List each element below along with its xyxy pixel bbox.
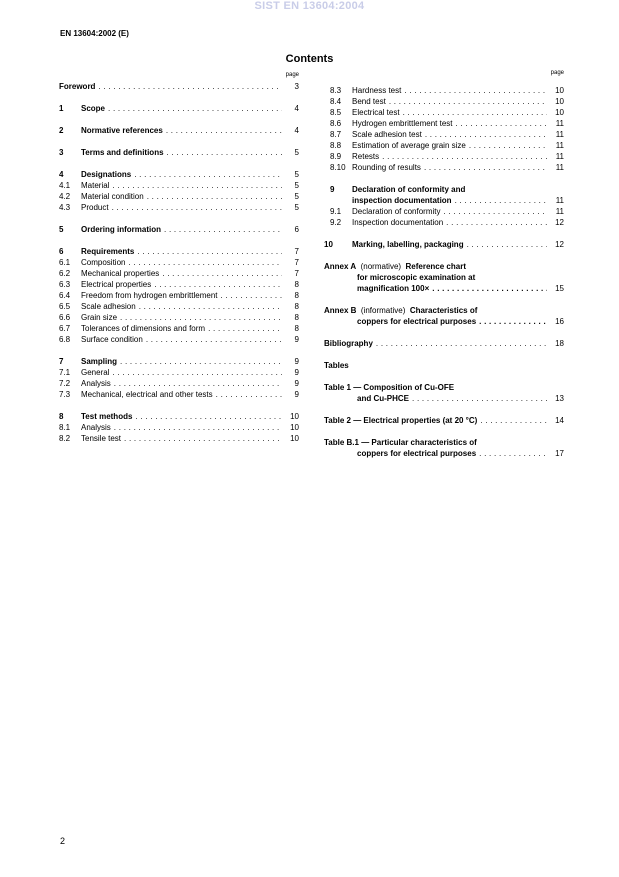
toc-title: Grain size (81, 313, 118, 322)
toc-page: 11 (555, 163, 564, 172)
page-column-label: page (285, 72, 299, 78)
leader-dots (128, 257, 282, 268)
annex-title-line1: Reference chart (405, 262, 466, 271)
toc-page: 13 (555, 394, 564, 403)
toc-entry-8-2[interactable] (59, 433, 299, 444)
toc-title: Surface condition (81, 335, 143, 344)
toc-title: Retests (352, 152, 380, 161)
toc-entry-10[interactable] (324, 239, 564, 250)
toc-page: 3 (294, 82, 299, 91)
toc-number: 8 (59, 412, 64, 421)
toc-page: 4 (294, 104, 299, 113)
toc-entry-6-2[interactable] (59, 268, 299, 279)
toc-page: 8 (294, 291, 299, 300)
toc-page: 7 (294, 258, 299, 267)
toc-page: 5 (294, 181, 299, 190)
toc-entry-1[interactable] (59, 103, 299, 114)
toc-number: 9.2 (330, 218, 342, 227)
toc-title: Foreword (59, 82, 96, 91)
toc-left-column (59, 71, 299, 444)
toc-title: Scale adhesion test (352, 130, 422, 139)
toc-number: 7.3 (59, 390, 71, 399)
toc-title: Requirements (81, 247, 135, 256)
toc-entry-3[interactable] (59, 147, 299, 158)
toc-entry-8-1[interactable] (59, 422, 299, 433)
toc-entry-8-5[interactable] (324, 107, 564, 118)
toc-page: 11 (555, 207, 564, 216)
leader-dots (146, 334, 282, 345)
leader-dots (479, 316, 547, 327)
toc-number: 8.5 (330, 108, 342, 117)
toc-number: 4 (59, 170, 64, 179)
toc-title: Marking, labelling, packaging (352, 240, 464, 249)
toc-entry-6-5[interactable] (59, 301, 299, 312)
toc-entry-8-3[interactable] (324, 85, 564, 96)
leader-dots (480, 415, 547, 426)
toc-entry-bibliography[interactable] (324, 338, 564, 349)
toc-entry-5[interactable] (59, 224, 299, 235)
toc-page: 8 (294, 280, 299, 289)
toc-title: Product (81, 203, 109, 212)
toc-entry-4-3[interactable] (59, 202, 299, 213)
toc-title: Bibliography (324, 339, 373, 348)
leader-dots (389, 96, 547, 107)
toc-page: 12 (555, 240, 564, 249)
leader-dots (424, 162, 547, 173)
toc-number: 6 (59, 247, 64, 256)
toc-page: 15 (555, 284, 564, 293)
table-title-line2: coppers for electrical purposes (357, 449, 477, 458)
annex-title-line3: magnification 100× (357, 284, 430, 293)
leader-dots (404, 85, 547, 96)
toc-number: 9 (330, 185, 335, 194)
annex-title-line2: coppers for electrical purposes (357, 317, 477, 326)
toc-page: 9 (294, 357, 299, 366)
leader-dots (112, 180, 282, 191)
toc-entry-4[interactable] (59, 169, 299, 180)
toc-entry-6-6[interactable] (59, 312, 299, 323)
annex-kind: (normative) (360, 262, 402, 271)
toc-entry-8[interactable] (59, 411, 299, 422)
leader-dots (147, 191, 282, 202)
leader-dots (164, 224, 282, 235)
toc-title: Tolerances of dimensions and form (81, 324, 206, 333)
toc-title: Test methods (81, 412, 133, 421)
toc-number: 4.3 (59, 203, 71, 212)
toc-page: 9 (294, 390, 299, 399)
leader-dots (114, 378, 282, 389)
toc-number: 6.8 (59, 335, 71, 344)
annex-kind: (informative) (360, 306, 406, 315)
leader-dots (134, 169, 282, 180)
leader-dots (467, 239, 547, 250)
toc-entry-8-10[interactable] (324, 162, 564, 173)
toc-number: 8.6 (330, 119, 342, 128)
toc-page: 4 (294, 126, 299, 135)
document-id: EN 13604:2002 (E) (60, 29, 129, 38)
toc-entry-7-1[interactable] (59, 367, 299, 378)
toc-page: 7 (294, 269, 299, 278)
toc-number: 6.6 (59, 313, 71, 322)
watermark: SIST EN 13604:2004 (254, 0, 365, 12)
leader-dots (120, 356, 282, 367)
toc-number: 7.2 (59, 379, 71, 388)
toc-title: Ordering information (81, 225, 161, 234)
toc-entry-9[interactable] (324, 184, 564, 206)
leader-dots (216, 389, 282, 400)
toc-title: Inspection documentation (352, 218, 444, 227)
leader-dots (114, 422, 282, 433)
toc-number: 6.1 (59, 258, 71, 267)
toc-page: 5 (294, 203, 299, 212)
toc-page: 11 (555, 130, 564, 139)
toc-page: 9 (294, 379, 299, 388)
toc-page: 6 (294, 225, 299, 234)
toc-title: Scope (81, 104, 106, 113)
toc-title: Bend test (352, 97, 386, 106)
toc-title: Normative references (81, 126, 163, 135)
toc-number: 8.1 (59, 423, 71, 432)
toc-page: 14 (555, 416, 564, 425)
page-column-label: page (550, 70, 564, 76)
annex-title-line2: for microscopic examination at (357, 273, 476, 282)
toc-entry-foreword[interactable] (59, 81, 299, 92)
toc-title: Sampling (81, 357, 118, 366)
toc-entry-7-3[interactable] (59, 389, 299, 400)
toc-entry-6-4[interactable] (59, 290, 299, 301)
toc-page: 10 (555, 86, 564, 95)
toc-page: 10 (290, 423, 299, 432)
toc-page: 17 (555, 449, 564, 458)
annex-label: Annex B (324, 306, 357, 315)
toc-page: 11 (555, 141, 564, 150)
toc-entry-8-9[interactable] (324, 151, 564, 162)
toc-page: 5 (294, 192, 299, 201)
toc-title: General (81, 368, 110, 377)
toc-number: 7 (59, 357, 64, 366)
toc-page: 5 (294, 148, 299, 157)
toc-title: Freedom from hydrogen embrittlement (81, 291, 218, 300)
leader-dots (208, 323, 282, 334)
toc-number: 8.9 (330, 152, 342, 161)
leader-dots (479, 448, 547, 459)
toc-title: Table 2 — Electrical properties (at 20 °C) (324, 416, 478, 425)
toc-number: 6.5 (59, 302, 71, 311)
leader-dots (124, 433, 282, 444)
leader-dots (120, 312, 282, 323)
toc-entry-annex-b[interactable] (324, 305, 564, 327)
toc-number: 5 (59, 225, 64, 234)
toc-number: 8.8 (330, 141, 342, 150)
leader-dots (382, 151, 547, 162)
toc-entry-6[interactable] (59, 246, 299, 257)
leader-dots (432, 283, 547, 294)
toc-page: 5 (294, 170, 299, 179)
tables-heading-text: Tables (324, 361, 349, 370)
toc-number: 8.2 (59, 434, 71, 443)
toc-title: Composition (81, 258, 126, 267)
toc-number: 4.1 (59, 181, 71, 190)
toc-entry-7[interactable] (59, 356, 299, 367)
toc-title: Rounding of results (352, 163, 421, 172)
toc-title-line1: Declaration of conformity and (352, 185, 466, 194)
toc-entry-table-b1[interactable] (324, 437, 564, 459)
toc-number: 9.1 (330, 207, 342, 216)
toc-number: 6.4 (59, 291, 71, 300)
leader-dots (139, 301, 282, 312)
toc-page: 9 (294, 335, 299, 344)
toc-entry-4-2[interactable] (59, 191, 299, 202)
toc-page: 11 (555, 119, 564, 128)
toc-number: 8.7 (330, 130, 342, 139)
toc-entry-6-3[interactable] (59, 279, 299, 290)
toc-title: Terms and definitions (81, 148, 164, 157)
toc-entry-7-2[interactable] (59, 378, 299, 389)
leader-dots (162, 268, 282, 279)
toc-page: 18 (555, 339, 564, 348)
table-title-line1: Table B.1 — Particular characteristics of (324, 438, 477, 447)
toc-title: Material (81, 181, 110, 190)
toc-title-line2: inspection documentation (352, 196, 452, 205)
leader-dots (221, 290, 283, 301)
annex-title-line1: Characteristics of (409, 306, 478, 315)
toc-entry-9-1[interactable] (324, 206, 564, 217)
tables-heading (324, 360, 564, 371)
toc-number: 10 (324, 240, 333, 249)
toc-entry-6-8[interactable] (59, 334, 299, 345)
annex-label: Annex A (324, 262, 357, 271)
toc-title: Hardness test (352, 86, 402, 95)
leader-dots (112, 367, 282, 378)
leader-dots (403, 107, 547, 118)
toc-page: 10 (555, 108, 564, 117)
leader-dots (455, 195, 547, 206)
toc-title: Scale adhesion (81, 302, 136, 311)
toc-entry-8-4[interactable] (324, 96, 564, 107)
toc-page: 10 (290, 434, 299, 443)
toc-entry-4-1[interactable] (59, 180, 299, 191)
page-title: Contents (285, 53, 334, 65)
toc-title: Designations (81, 170, 132, 179)
toc-title: Analysis (81, 423, 111, 432)
toc-page: 8 (294, 302, 299, 311)
toc-number: 1 (59, 104, 64, 113)
table-title-line2: and Cu-PHCE (357, 394, 409, 403)
leader-dots (137, 246, 282, 257)
toc-page: 9 (294, 368, 299, 377)
toc-number: 6.2 (59, 269, 71, 278)
toc-page: 10 (290, 412, 299, 421)
toc-entry-8-6[interactable] (324, 118, 564, 129)
toc-title: Analysis (81, 379, 111, 388)
leader-dots (135, 411, 282, 422)
leader-dots (456, 118, 548, 129)
leader-dots (167, 147, 282, 158)
toc-page: 16 (555, 317, 564, 326)
toc-entry-8-7[interactable] (324, 129, 564, 140)
leader-dots (112, 202, 282, 213)
toc-title: Mechanical, electrical and other tests (81, 390, 213, 399)
toc-right-column (324, 69, 564, 459)
toc-entry-8-8[interactable] (324, 140, 564, 151)
leader-dots (376, 338, 547, 349)
toc-page: 11 (555, 152, 564, 161)
toc-entry-annex-a[interactable] (324, 261, 564, 294)
toc-page: 11 (555, 196, 564, 205)
toc-number: 8.10 (330, 163, 346, 172)
toc-title: Declaration of conformity (352, 207, 441, 216)
toc-page: 8 (294, 313, 299, 322)
toc-number: 8.3 (330, 86, 342, 95)
toc-number: 3 (59, 148, 64, 157)
toc-page: 10 (555, 97, 564, 106)
toc-page: 12 (555, 218, 564, 227)
toc-page: 7 (294, 247, 299, 256)
toc-title: Electrical test (352, 108, 400, 117)
toc-entry-table-2[interactable] (324, 415, 564, 426)
toc-entry-6-1[interactable] (59, 257, 299, 268)
toc-title: Hydrogen embrittlement test (352, 119, 453, 128)
toc-entry-2[interactable] (59, 125, 299, 136)
leader-dots (412, 393, 547, 404)
toc-entry-table-1[interactable] (324, 382, 564, 404)
toc-title: Electrical properties (81, 280, 152, 289)
toc-number: 7.1 (59, 368, 71, 377)
toc-title: Material condition (81, 192, 144, 201)
toc-entry-6-7[interactable] (59, 323, 299, 334)
toc-number: 6.3 (59, 280, 71, 289)
toc-number: 6.7 (59, 324, 71, 333)
leader-dots (98, 81, 282, 92)
leader-dots (425, 129, 547, 140)
toc-number: 4.2 (59, 192, 71, 201)
table-title-line1: Table 1 — Composition of Cu-OFE (324, 383, 455, 392)
toc-number: 2 (59, 126, 64, 135)
toc-entry-9-2[interactable] (324, 217, 564, 228)
toc-title: Estimation of average grain size (352, 141, 466, 150)
leader-dots (443, 206, 547, 217)
leader-dots (469, 140, 547, 151)
leader-dots (446, 217, 547, 228)
toc-title: Mechanical properties (81, 269, 160, 278)
toc-page: 8 (294, 324, 299, 333)
leader-dots (154, 279, 282, 290)
leader-dots (108, 103, 282, 114)
leader-dots (166, 125, 282, 136)
toc-title: Tensile test (81, 434, 122, 443)
page-number: 2 (60, 836, 66, 846)
toc-number: 8.4 (330, 97, 342, 106)
